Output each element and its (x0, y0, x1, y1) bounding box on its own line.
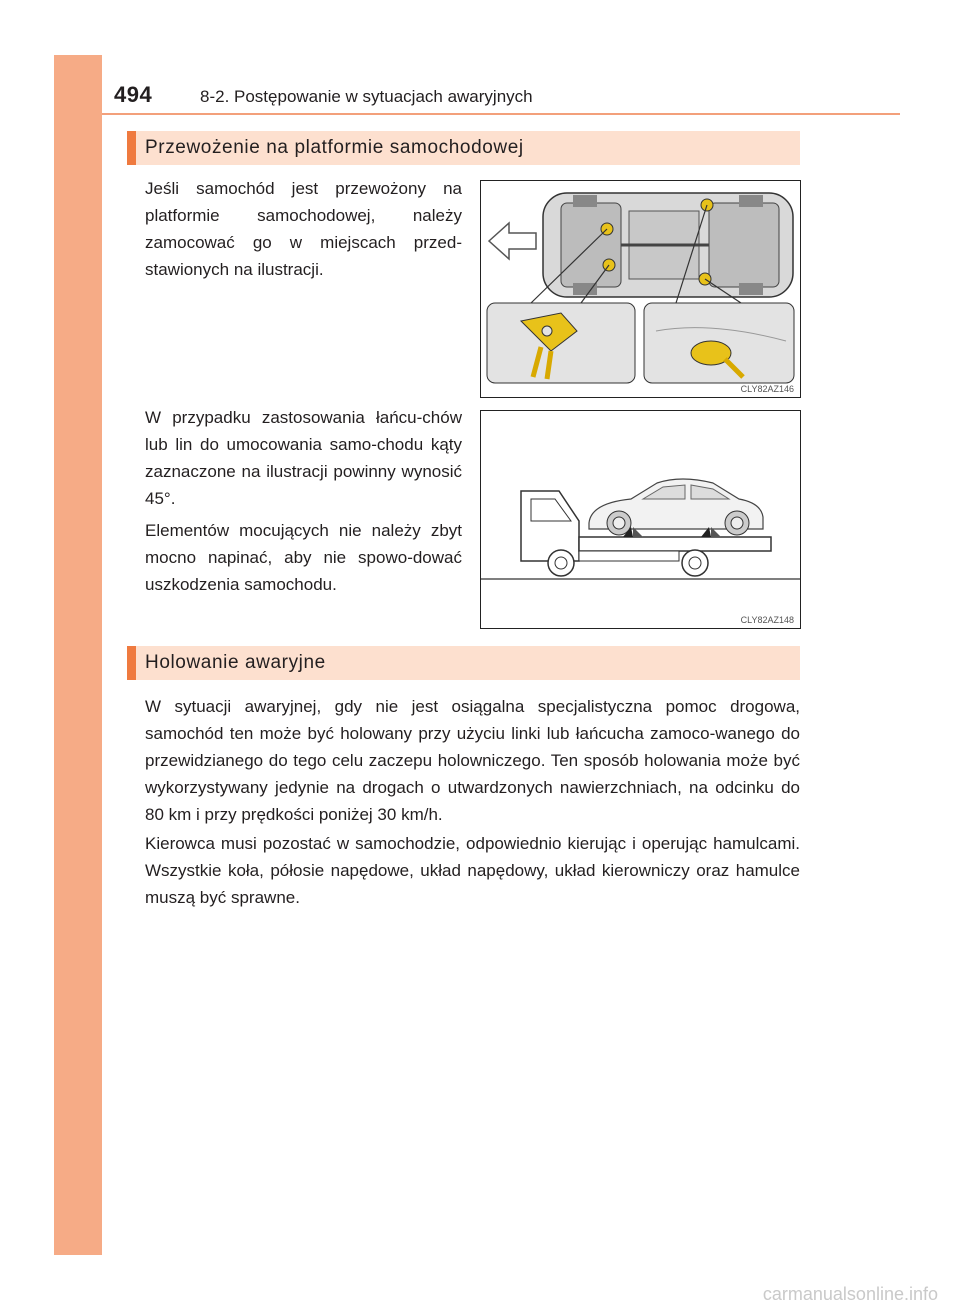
vehicle-underside-illustration (481, 181, 800, 397)
section-title: Przewożenie na platformie samochodowej (145, 137, 524, 158)
watermark: carmanualsonline.info (762, 1284, 938, 1304)
section-accent (127, 646, 136, 680)
tie-down-points-figure (480, 180, 801, 398)
paragraph-emergency-towing: W sytuacji awaryjnej, gdy nie jest osiągalna specjalistyczna pomoc drogowa, samochód ten może być holowany przy użyciu linki lub łańcucha zamoco-wanego do przewidzianego do tego celu zaczepu holowniczego. Ten sposób holowania może być wykorzystywany jedynie na drogach o utwardzonych nawierzchniach, na odcinku do 80 km i przy prędkości poniżej 30 km/h. (145, 697, 800, 824)
flatbed-truck-figure (480, 410, 801, 629)
section-header-transport (127, 131, 800, 165)
figure-code: CLY82AZ146 (740, 384, 794, 394)
paragraph-transport-intro: Jeśli samochód jest przewożony na platformie samochodowej, należy zamocować go w miejscach przed-stawionych na ilustracji. (145, 179, 462, 279)
section-title: Holowanie awaryjne (145, 652, 326, 673)
flatbed-truck-illustration (481, 411, 800, 628)
paragraph-chain-angle: W przypadku zastosowania łańcu-chów lub lin do umocowania samo-chodu kąty zaznaczone na ilustracji powinny wynosić 45°. (145, 408, 462, 508)
chapter-title: 8-2. Postępowanie w sytuacjach awaryjnych (200, 87, 533, 106)
side-tab (54, 55, 102, 1255)
section-header-emergency-towing (127, 646, 800, 680)
header-rule (102, 113, 900, 115)
section-accent (127, 131, 136, 165)
figure-code: CLY82AZ148 (740, 615, 794, 625)
paragraph-tension-warning: Elementów mocujących nie należy zbyt mocno napinać, aby nie spowo-dować uszkodzenia samochodu. (145, 521, 462, 594)
page-number: 494 (114, 82, 153, 107)
paragraph-driver-requirements: Kierowca musi pozostać w samochodzie, odpowiednio kierując i operując hamulcami. Wszystkie koła, półosie napędowe, układ napędowy, układ kierowniczy oraz hamulce muszą być sprawne. (145, 834, 800, 907)
